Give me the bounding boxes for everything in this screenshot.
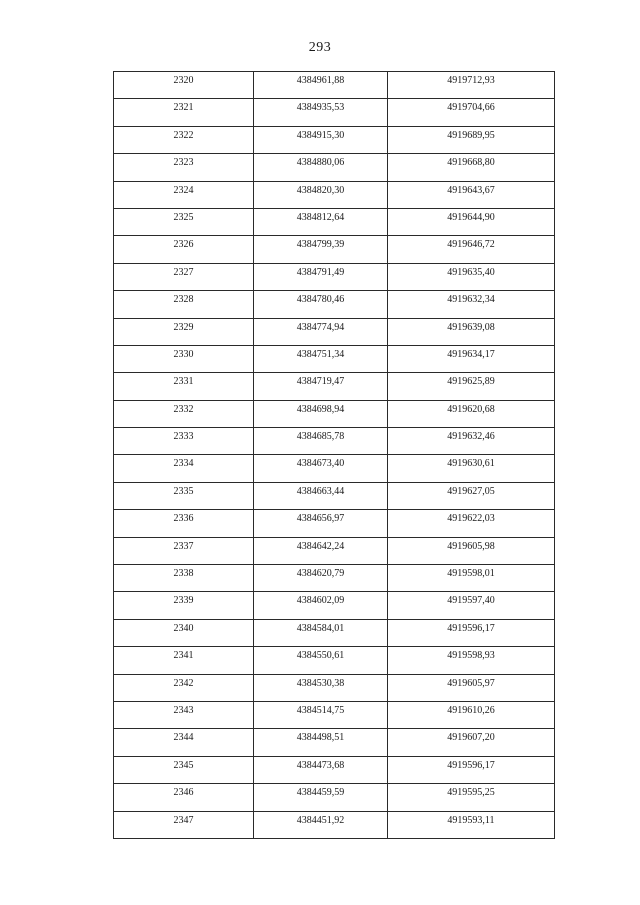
point-number-cell: 2333 (114, 428, 254, 455)
point-number-cell: 2341 (114, 647, 254, 674)
point-number-cell: 2320 (114, 72, 254, 99)
y-coordinate-cell: 4919598,93 (388, 647, 555, 674)
y-coordinate-cell: 4919712,93 (388, 72, 555, 99)
table-row (114, 784, 555, 811)
table-row (114, 510, 555, 537)
point-number-cell: 2338 (114, 565, 254, 592)
table-row (114, 647, 555, 674)
y-coordinate-cell: 4919596,17 (388, 619, 555, 646)
y-coordinate-cell: 4919635,40 (388, 263, 555, 290)
table-row (114, 263, 555, 290)
x-coordinate-cell: 4384812,64 (254, 208, 388, 235)
point-number-cell: 2340 (114, 619, 254, 646)
table-row (114, 291, 555, 318)
y-coordinate-cell: 4919644,90 (388, 208, 555, 235)
x-coordinate-cell: 4384584,01 (254, 619, 388, 646)
point-number-cell: 2339 (114, 592, 254, 619)
table-row (114, 537, 555, 564)
y-coordinate-cell: 4919632,34 (388, 291, 555, 318)
point-number-cell: 2335 (114, 482, 254, 509)
y-coordinate-cell: 4919620,68 (388, 400, 555, 427)
table-row (114, 455, 555, 482)
x-coordinate-cell: 4384880,06 (254, 154, 388, 181)
x-coordinate-cell: 4384719,47 (254, 373, 388, 400)
y-coordinate-cell: 4919625,89 (388, 373, 555, 400)
y-coordinate-cell: 4919610,26 (388, 701, 555, 728)
point-number-cell: 2323 (114, 154, 254, 181)
point-number-cell: 2329 (114, 318, 254, 345)
y-coordinate-cell: 4919704,66 (388, 99, 555, 126)
y-coordinate-cell: 4919632,46 (388, 428, 555, 455)
x-coordinate-cell: 4384751,34 (254, 345, 388, 372)
point-number-cell: 2332 (114, 400, 254, 427)
x-coordinate-cell: 4384698,94 (254, 400, 388, 427)
point-number-cell: 2321 (114, 99, 254, 126)
y-coordinate-cell: 4919634,17 (388, 345, 555, 372)
x-coordinate-cell: 4384550,61 (254, 647, 388, 674)
y-coordinate-cell: 4919595,25 (388, 784, 555, 811)
y-coordinate-cell: 4919622,03 (388, 510, 555, 537)
page-number: 293 (308, 40, 332, 55)
x-coordinate-cell: 4384799,39 (254, 236, 388, 263)
point-number-cell: 2336 (114, 510, 254, 537)
table-body (114, 72, 555, 839)
table-row (114, 592, 555, 619)
point-number-cell: 2328 (114, 291, 254, 318)
table-row (114, 756, 555, 783)
x-coordinate-cell: 4384459,59 (254, 784, 388, 811)
y-coordinate-cell: 4919607,20 (388, 729, 555, 756)
y-coordinate-cell: 4919643,67 (388, 181, 555, 208)
x-coordinate-cell: 4384685,78 (254, 428, 388, 455)
table-row (114, 619, 555, 646)
point-number-cell: 2344 (114, 729, 254, 756)
point-number-cell: 2342 (114, 674, 254, 701)
table-row (114, 400, 555, 427)
table-row (114, 811, 555, 838)
y-coordinate-cell: 4919593,11 (388, 811, 555, 838)
x-coordinate-cell: 4384774,94 (254, 318, 388, 345)
table-row (114, 236, 555, 263)
point-number-cell: 2337 (114, 537, 254, 564)
point-number-cell: 2322 (114, 126, 254, 153)
y-coordinate-cell: 4919605,98 (388, 537, 555, 564)
table-row (114, 674, 555, 701)
point-number-cell: 2347 (114, 811, 254, 838)
coordinates-table (113, 71, 555, 839)
x-coordinate-cell: 4384780,46 (254, 291, 388, 318)
x-coordinate-cell: 4384473,68 (254, 756, 388, 783)
table-row (114, 126, 555, 153)
x-coordinate-cell: 4384915,30 (254, 126, 388, 153)
x-coordinate-cell: 4384620,79 (254, 565, 388, 592)
x-coordinate-cell: 4384663,44 (254, 482, 388, 509)
table-row (114, 318, 555, 345)
x-coordinate-cell: 4384602,09 (254, 592, 388, 619)
table-row (114, 72, 555, 99)
y-coordinate-cell: 4919598,01 (388, 565, 555, 592)
point-number-cell: 2334 (114, 455, 254, 482)
table-row (114, 701, 555, 728)
point-number-cell: 2343 (114, 701, 254, 728)
y-coordinate-cell: 4919596,17 (388, 756, 555, 783)
table-row (114, 729, 555, 756)
point-number-cell: 2325 (114, 208, 254, 235)
x-coordinate-cell: 4384935,53 (254, 99, 388, 126)
y-coordinate-cell: 4919627,05 (388, 482, 555, 509)
table-row (114, 565, 555, 592)
table-row (114, 373, 555, 400)
x-coordinate-cell: 4384530,38 (254, 674, 388, 701)
y-coordinate-cell: 4919646,72 (388, 236, 555, 263)
x-coordinate-cell: 4384451,92 (254, 811, 388, 838)
y-coordinate-cell: 4919689,95 (388, 126, 555, 153)
table-row (114, 154, 555, 181)
y-coordinate-cell: 4919605,97 (388, 674, 555, 701)
y-coordinate-cell: 4919630,61 (388, 455, 555, 482)
point-number-cell: 2331 (114, 373, 254, 400)
table-row (114, 428, 555, 455)
point-number-cell: 2345 (114, 756, 254, 783)
point-number-cell: 2326 (114, 236, 254, 263)
table-row (114, 208, 555, 235)
x-coordinate-cell: 4384820,30 (254, 181, 388, 208)
point-number-cell: 2324 (114, 181, 254, 208)
point-number-cell: 2327 (114, 263, 254, 290)
point-number-cell: 2346 (114, 784, 254, 811)
y-coordinate-cell: 4919639,08 (388, 318, 555, 345)
y-coordinate-cell: 4919597,40 (388, 592, 555, 619)
y-coordinate-cell: 4919668,80 (388, 154, 555, 181)
x-coordinate-cell: 4384498,51 (254, 729, 388, 756)
x-coordinate-cell: 4384961,88 (254, 72, 388, 99)
point-number-cell: 2330 (114, 345, 254, 372)
x-coordinate-cell: 4384514,75 (254, 701, 388, 728)
table-row (114, 482, 555, 509)
x-coordinate-cell: 4384656,97 (254, 510, 388, 537)
x-coordinate-cell: 4384642,24 (254, 537, 388, 564)
table-row (114, 99, 555, 126)
x-coordinate-cell: 4384791,49 (254, 263, 388, 290)
table-row (114, 345, 555, 372)
table-row (114, 181, 555, 208)
x-coordinate-cell: 4384673,40 (254, 455, 388, 482)
